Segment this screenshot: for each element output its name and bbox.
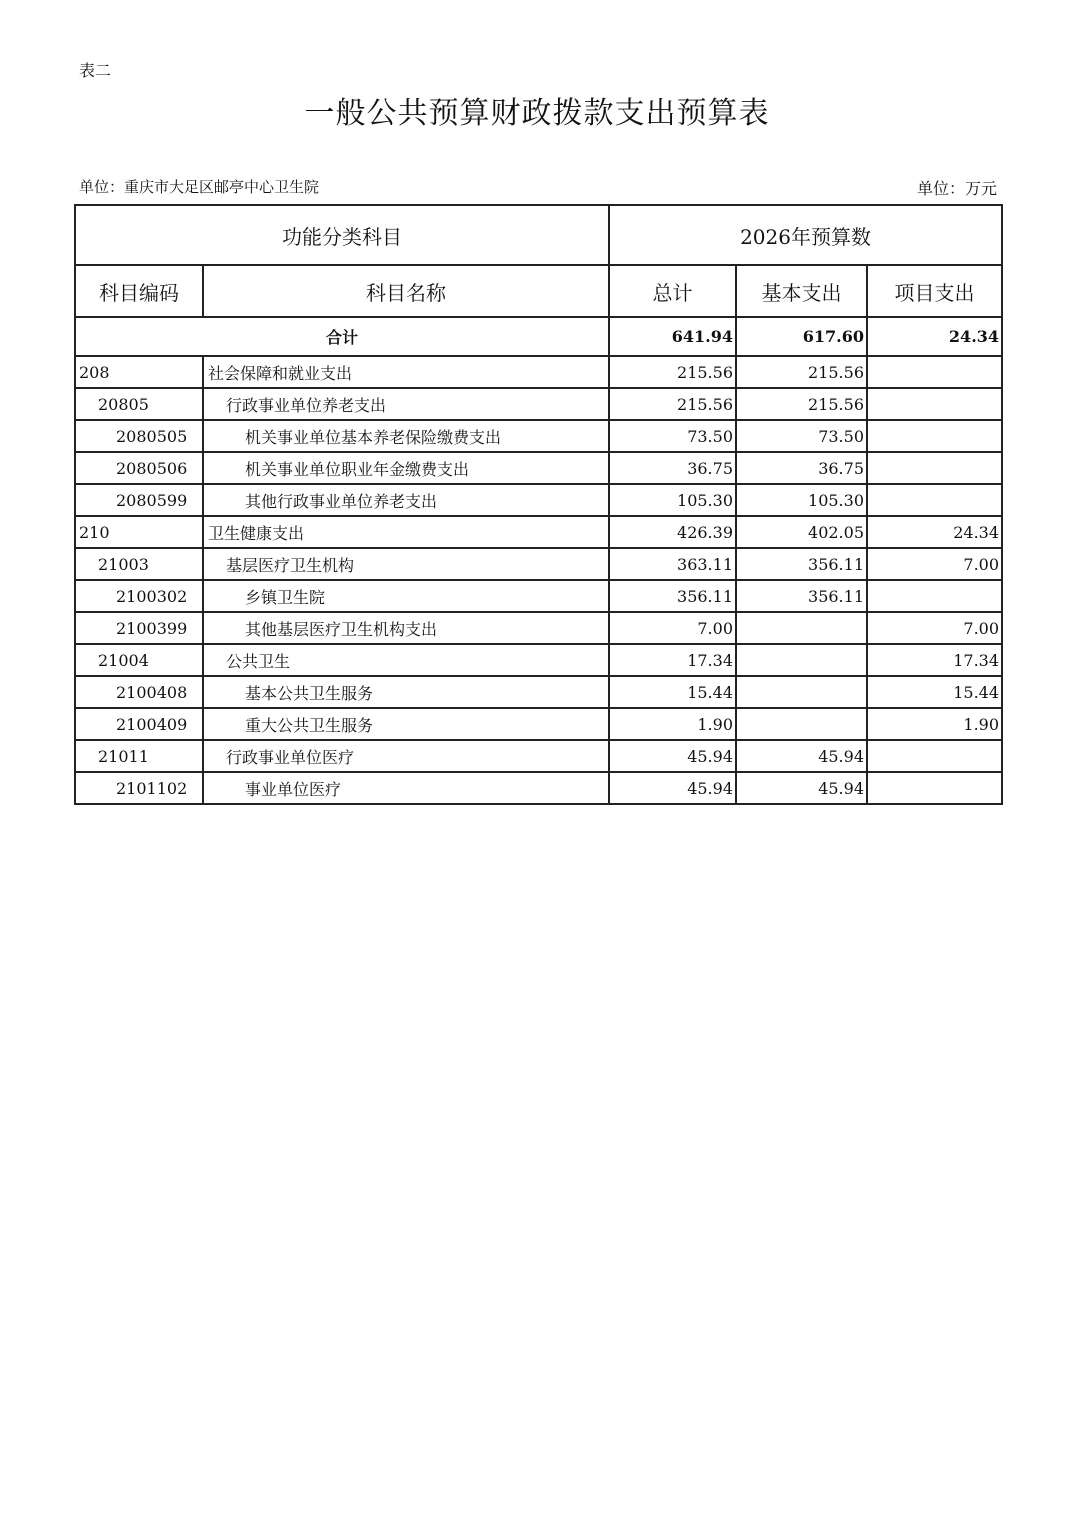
row-total: 426.39: [609, 516, 736, 548]
row-code: 20805: [75, 388, 203, 420]
row-basic: [736, 676, 867, 708]
row-total: 45.94: [609, 772, 736, 804]
row-total: 45.94: [609, 740, 736, 772]
header-project: 项目支出: [867, 265, 1002, 317]
row-name: 基层医疗卫生机构: [203, 548, 609, 580]
header-total: 总计: [609, 265, 736, 317]
row-name: 行政事业单位医疗: [203, 740, 609, 772]
row-total: 36.75: [609, 452, 736, 484]
total-project: 24.34: [867, 317, 1002, 356]
table-label: 表二: [79, 61, 112, 80]
row-basic: 215.56: [736, 356, 867, 388]
row-code: 210: [75, 516, 203, 548]
row-total: 356.11: [609, 580, 736, 612]
row-basic: [736, 708, 867, 740]
table-row: [75, 388, 1002, 420]
header-code: 科目编码: [75, 265, 203, 317]
row-basic: [736, 612, 867, 644]
row-basic: 215.56: [736, 388, 867, 420]
budget-table-body: [75, 205, 1002, 804]
table-row: [75, 356, 1002, 388]
row-name: 重大公共卫生服务: [203, 708, 609, 740]
row-project: [867, 740, 1002, 772]
table-row: [75, 420, 1002, 452]
row-code: 2101102: [75, 772, 203, 804]
table-row: [75, 548, 1002, 580]
row-name: 基本公共卫生服务: [203, 676, 609, 708]
row-total: 105.30: [609, 484, 736, 516]
row-name: 机关事业单位职业年金缴费支出: [203, 452, 609, 484]
row-project: [867, 452, 1002, 484]
row-name: 公共卫生: [203, 644, 609, 676]
row-basic: 45.94: [736, 740, 867, 772]
row-code: 2100408: [75, 676, 203, 708]
table-row: [75, 612, 1002, 644]
row-total: 215.56: [609, 356, 736, 388]
unit-organization: 单位：重庆市大足区邮亭中心卫生院: [79, 178, 320, 196]
total-sum: 641.94: [609, 317, 736, 356]
row-basic: 105.30: [736, 484, 867, 516]
row-project: [867, 772, 1002, 804]
table-row: [75, 772, 1002, 804]
budget-table: [74, 204, 1003, 805]
row-total: 15.44: [609, 676, 736, 708]
page-title: 一般公共预算财政拨款支出预算表: [304, 96, 770, 131]
row-total: 1.90: [609, 708, 736, 740]
table-row: [75, 452, 1002, 484]
header-functional-category: 功能分类科目: [75, 205, 609, 265]
total-basic: 617.60: [736, 317, 867, 356]
row-name: 事业单位医疗: [203, 772, 609, 804]
row-project: 24.34: [867, 516, 1002, 548]
header-row-2: [75, 265, 1002, 317]
row-name: 乡镇卫生院: [203, 580, 609, 612]
table-row: [75, 516, 1002, 548]
row-code: 21003: [75, 548, 203, 580]
row-project: 17.34: [867, 644, 1002, 676]
total-row: [75, 317, 1002, 356]
table-row: [75, 740, 1002, 772]
table-row: [75, 580, 1002, 612]
row-project: [867, 580, 1002, 612]
row-project: [867, 484, 1002, 516]
row-basic: 45.94: [736, 772, 867, 804]
row-code: 2100302: [75, 580, 203, 612]
row-total: 17.34: [609, 644, 736, 676]
row-code: 2080506: [75, 452, 203, 484]
row-basic: [736, 644, 867, 676]
row-code: 2100409: [75, 708, 203, 740]
row-project: 7.00: [867, 548, 1002, 580]
row-project: [867, 420, 1002, 452]
row-name: 其他行政事业单位养老支出: [203, 484, 609, 516]
row-code: 21004: [75, 644, 203, 676]
row-total: 73.50: [609, 420, 736, 452]
row-code: 208: [75, 356, 203, 388]
row-name: 机关事业单位基本养老保险缴费支出: [203, 420, 609, 452]
row-name: 社会保障和就业支出: [203, 356, 609, 388]
header-name: 科目名称: [203, 265, 609, 317]
table-row: [75, 484, 1002, 516]
row-basic: 356.11: [736, 548, 867, 580]
row-basic: 402.05: [736, 516, 867, 548]
row-project: [867, 388, 1002, 420]
row-name: 行政事业单位养老支出: [203, 388, 609, 420]
unit-currency: 单位：万元: [916, 179, 997, 198]
row-project: 7.00: [867, 612, 1002, 644]
total-label: 合计: [75, 317, 609, 356]
table-row: [75, 676, 1002, 708]
row-name: 卫生健康支出: [203, 516, 609, 548]
header-basic: 基本支出: [736, 265, 867, 317]
row-basic: 356.11: [736, 580, 867, 612]
row-total: 7.00: [609, 612, 736, 644]
header-budget-year: 2026年预算数: [609, 205, 1002, 265]
row-name: 其他基层医疗卫生机构支出: [203, 612, 609, 644]
row-total: 363.11: [609, 548, 736, 580]
row-total: 215.56: [609, 388, 736, 420]
table-row: [75, 644, 1002, 676]
row-code: 21011: [75, 740, 203, 772]
row-code: 2080505: [75, 420, 203, 452]
row-code: 2080599: [75, 484, 203, 516]
table-row: [75, 708, 1002, 740]
row-project: [867, 356, 1002, 388]
header-row-1: [75, 205, 1002, 265]
row-basic: 73.50: [736, 420, 867, 452]
row-code: 2100399: [75, 612, 203, 644]
row-project: 15.44: [867, 676, 1002, 708]
row-project: 1.90: [867, 708, 1002, 740]
row-basic: 36.75: [736, 452, 867, 484]
